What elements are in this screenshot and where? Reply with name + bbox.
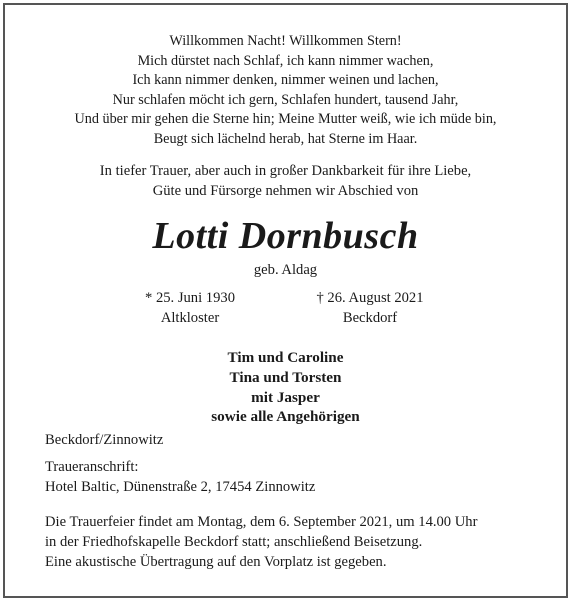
poem-line: Beugt sich lächelnd herab, hat Sterne im Haar.: [153, 130, 418, 147]
death-date: † 26. August 2021: [316, 290, 424, 306]
birth-date: * 25. Juni 1930: [145, 290, 235, 306]
funeral-line: Die Trauerfeier findet am Montag, dem 6. September 2021, um 14.00 Uhr: [45, 514, 478, 530]
mourning-address: [45, 458, 315, 497]
mourner-line: mit Jasper: [251, 388, 320, 406]
address-label: Traueranschrift:: [45, 459, 139, 475]
birth-info: [120, 288, 260, 328]
funeral-line: Eine akustische Übertragung auf den Vorplatz ist gegeben.: [45, 554, 387, 570]
deceased-name: Lotti Dornbusch: [152, 215, 419, 257]
maiden-name: geb. Aldag: [253, 262, 318, 278]
place-line: Beckdorf/Zinnowitz: [45, 432, 164, 448]
mourner-line: sowie alle Angehörigen: [211, 408, 360, 426]
intro-text: [0, 162, 571, 201]
address-value: Hotel Baltic, Dünenstraße 2, 17454 Zinnowitz: [45, 478, 316, 495]
intro-line: In tiefer Trauer, aber auch in großer Dankbarkeit für ihre Liebe,: [99, 163, 472, 179]
poem-line: Mich dürstet nach Schlaf, ich kann nimmer wachen,: [137, 52, 434, 69]
mourner-line: Tim und Caroline: [227, 349, 344, 366]
death-place: Beckdorf: [342, 310, 398, 326]
poem-line: Ich kann nimmer denken, nimmer weinen und lachen,: [132, 72, 439, 89]
funeral-notice: [45, 512, 477, 572]
mourner-line: Tina und Torsten: [229, 368, 342, 386]
poem: [0, 32, 571, 150]
death-info: [300, 288, 440, 328]
poem-line: Und über mir gehen die Sterne hin; Meine Mutter weiß, wie ich müde bin,: [74, 111, 497, 128]
intro-line: Güte und Fürsorge nehmen wir Abschied von: [152, 182, 419, 199]
mourners: [0, 348, 571, 427]
birth-place: Altkloster: [160, 310, 220, 326]
funeral-line: in der Friedhofskapelle Beckdorf statt; anschließend Beisetzung.: [45, 534, 423, 550]
poem-line: Nur schlafen möcht ich gern, Schlafen hundert, tausend Jahr,: [112, 91, 459, 108]
poem-line: Willkommen Nacht! Willkommen Stern!: [169, 33, 402, 49]
